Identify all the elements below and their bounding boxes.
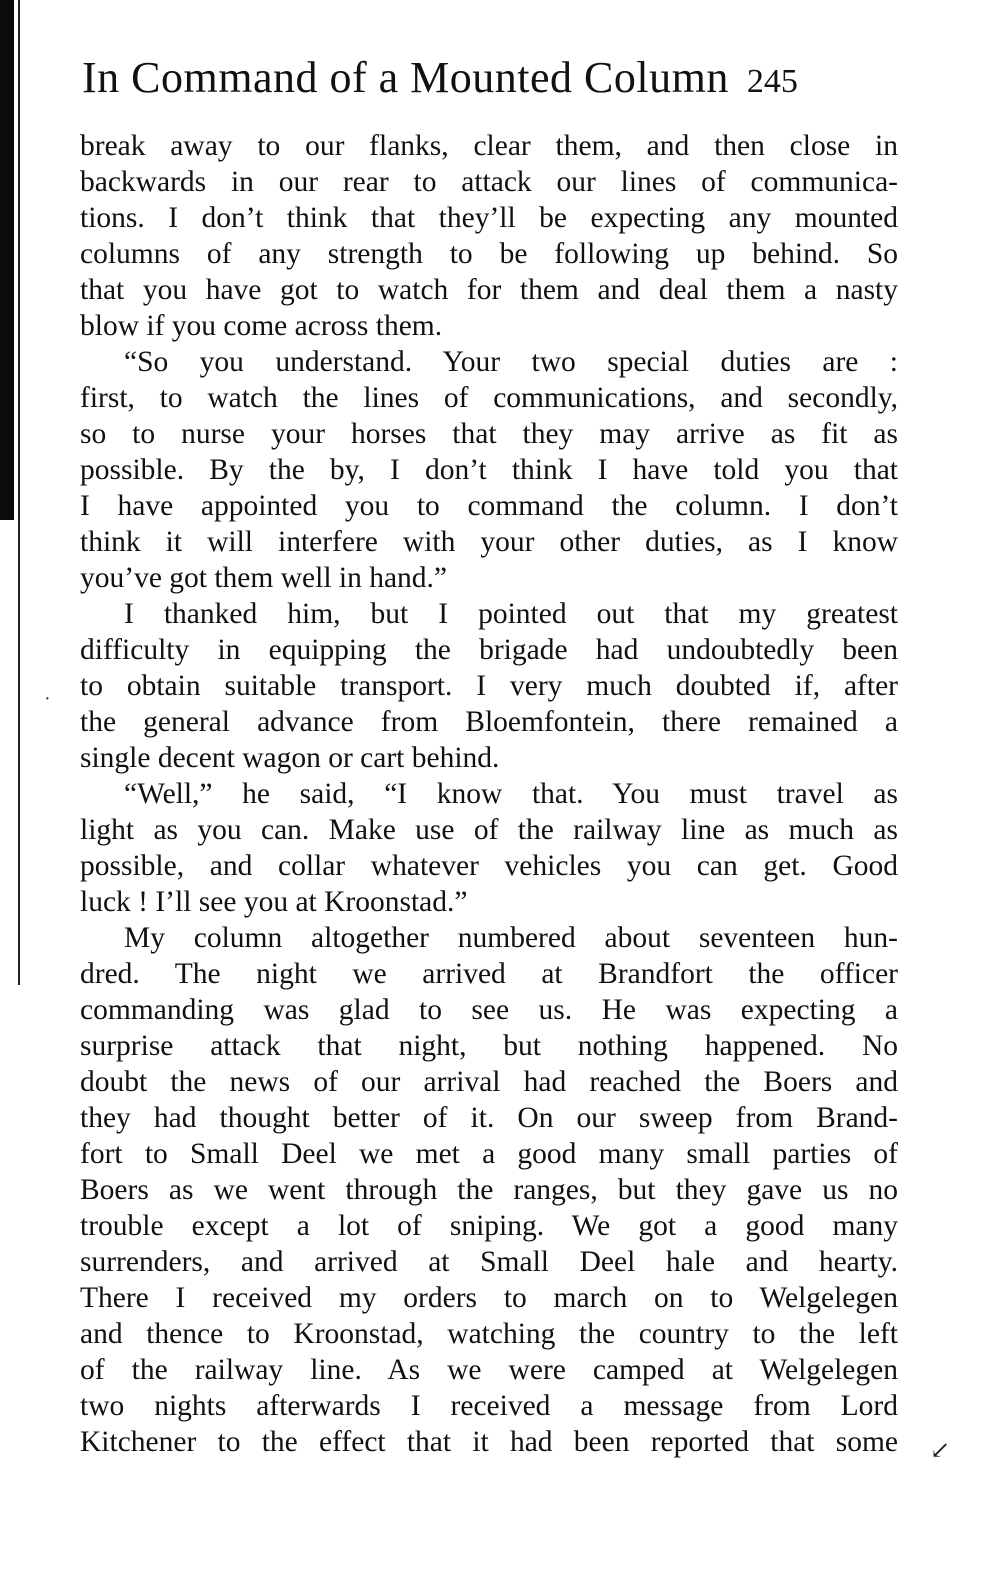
text-line: My column altogether numbered about seventeen hun-: [124, 922, 898, 954]
text-line: Boers as we went through the ranges, but they gave us no: [80, 1174, 898, 1206]
margin-arrow-mark: ↙: [930, 1438, 951, 1464]
text-line: difficulty in equipping the brigade had undoubtedly been: [80, 634, 898, 666]
text-line: “So you understand. Your two special duties are :: [124, 346, 898, 378]
text-line: Kitchener to the effect that it had been reported that some: [80, 1426, 898, 1458]
text-line: luck ! I’ll see you at Kroonstad.”: [80, 886, 468, 918]
text-line: of the railway line. As we were camped at Welgelegen: [80, 1354, 898, 1386]
text-line: so to nurse your horses that they may arrive as fit as: [80, 418, 898, 450]
body-text: [80, 128, 898, 1460]
text-line: possible. By the by, I don’t think I have told you that: [80, 454, 898, 486]
page-edge-line: [18, 0, 20, 985]
text-line: tions. I don’t think that they’ll be expecting any mounted: [80, 202, 898, 234]
text-line: two nights afterwards I received a message from Lord: [80, 1390, 898, 1422]
text-line: light as you can. Make use of the railway line as much as: [80, 814, 898, 846]
text-line: think it will interfere with your other duties, as I know: [80, 526, 898, 558]
page-header: [82, 52, 902, 112]
text-line: There I received my orders to march on to Welgelegen: [80, 1282, 898, 1314]
text-line: you’ve got them well in hand.”: [80, 562, 448, 594]
text-line: and thence to Kroonstad, watching the country to the left: [80, 1318, 898, 1350]
text-line: dred. The night we arrived at Brandfort the officer: [80, 958, 898, 990]
text-line: I have appointed you to command the column. I don’t: [80, 490, 898, 522]
margin-dot-mark: ·: [44, 688, 51, 710]
binding-shadow: [0, 0, 14, 520]
text-line: trouble except a lot of sniping. We got a good many: [80, 1210, 898, 1242]
text-line: single decent wagon or cart behind.: [80, 742, 500, 774]
text-line: to obtain suitable transport. I very much doubted if, after: [80, 670, 898, 702]
text-line: commanding was glad to see us. He was expecting a: [80, 994, 898, 1026]
text-line: the general advance from Bloemfontein, there remained a: [80, 706, 898, 738]
page-number: 245: [746, 63, 798, 100]
text-line: fort to Small Deel we met a good many small parties of: [80, 1138, 898, 1170]
running-title: In Command of a Mounted Column: [82, 53, 729, 102]
text-line: that you have got to watch for them and deal them a nasty: [80, 274, 898, 306]
text-line: surprise attack that night, but nothing happened. No: [80, 1030, 898, 1062]
text-line: they had thought better of it. On our sweep from Brand-: [80, 1102, 898, 1134]
text-line: possible, and collar whatever vehicles you can get. Good: [80, 850, 898, 882]
text-line: backwards in our rear to attack our lines of communica-: [80, 166, 898, 198]
text-line: break away to our flanks, clear them, and then close in: [80, 130, 898, 162]
text-line: surrenders, and arrived at Small Deel hale and hearty.: [80, 1246, 898, 1278]
text-line: doubt the news of our arrival had reached the Boers and: [80, 1066, 898, 1098]
text-line: first, to watch the lines of communications, and secondly,: [80, 382, 898, 414]
text-line: columns of any strength to be following up behind. So: [80, 238, 898, 270]
text-line: blow if you come across them.: [80, 310, 443, 342]
text-line: I thanked him, but I pointed out that my greatest: [124, 598, 898, 630]
text-line: “Well,” he said, “I know that. You must travel as: [124, 778, 898, 810]
